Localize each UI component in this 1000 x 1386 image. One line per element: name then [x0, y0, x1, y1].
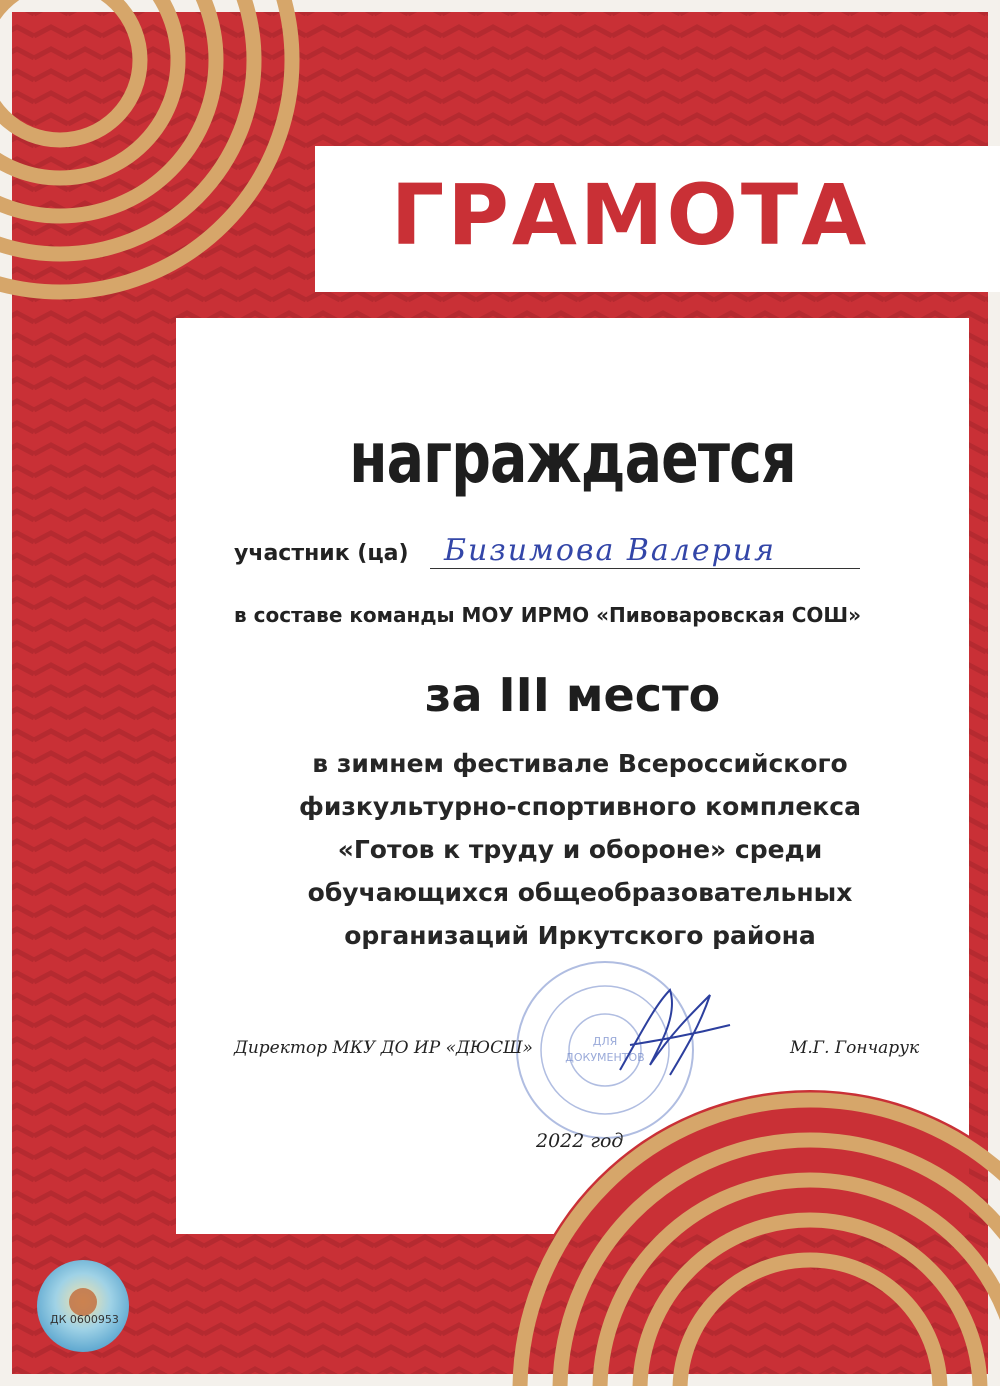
issue-year: 2022 год	[536, 1130, 624, 1152]
hologram-number: ДК 0600953	[50, 1313, 119, 1326]
award-description	[200, 742, 960, 957]
description-line: обучающихся общеобразовательных	[307, 878, 853, 907]
place-heading: за III место	[424, 668, 721, 722]
description-line: «Готов к труду и обороне» среди	[337, 835, 823, 864]
participant-row	[234, 535, 874, 575]
svg-text:ДОКУМЕНТОВ: ДОКУМЕНТОВ	[565, 1051, 645, 1064]
signatory-name: М.Г. Гончарук	[790, 1038, 920, 1058]
participant-name-handwritten: Бизимова Валерия	[444, 533, 777, 568]
participant-underline	[430, 568, 860, 569]
signature	[600, 975, 740, 1095]
certificate-title: ГРАМОТА	[390, 166, 870, 264]
svg-text:ДЛЯ: ДЛЯ	[592, 1035, 618, 1048]
team-line: в составе команды МОУ ИРМО «Пивоваровская СОШ»	[234, 603, 862, 627]
description-line: в зимнем фестивале Всероссийского	[312, 749, 848, 778]
awarded-heading: награждается	[349, 417, 796, 499]
signatory-title: Директор МКУ ДО ИР «ДЮСШ»	[234, 1038, 533, 1058]
participant-label: участник (ца)	[234, 541, 409, 566]
hologram-sticker	[35, 1258, 131, 1354]
description-line: физкультурно-спортивного комплекса	[299, 792, 861, 821]
description-line: организаций Иркутского района	[344, 921, 816, 950]
